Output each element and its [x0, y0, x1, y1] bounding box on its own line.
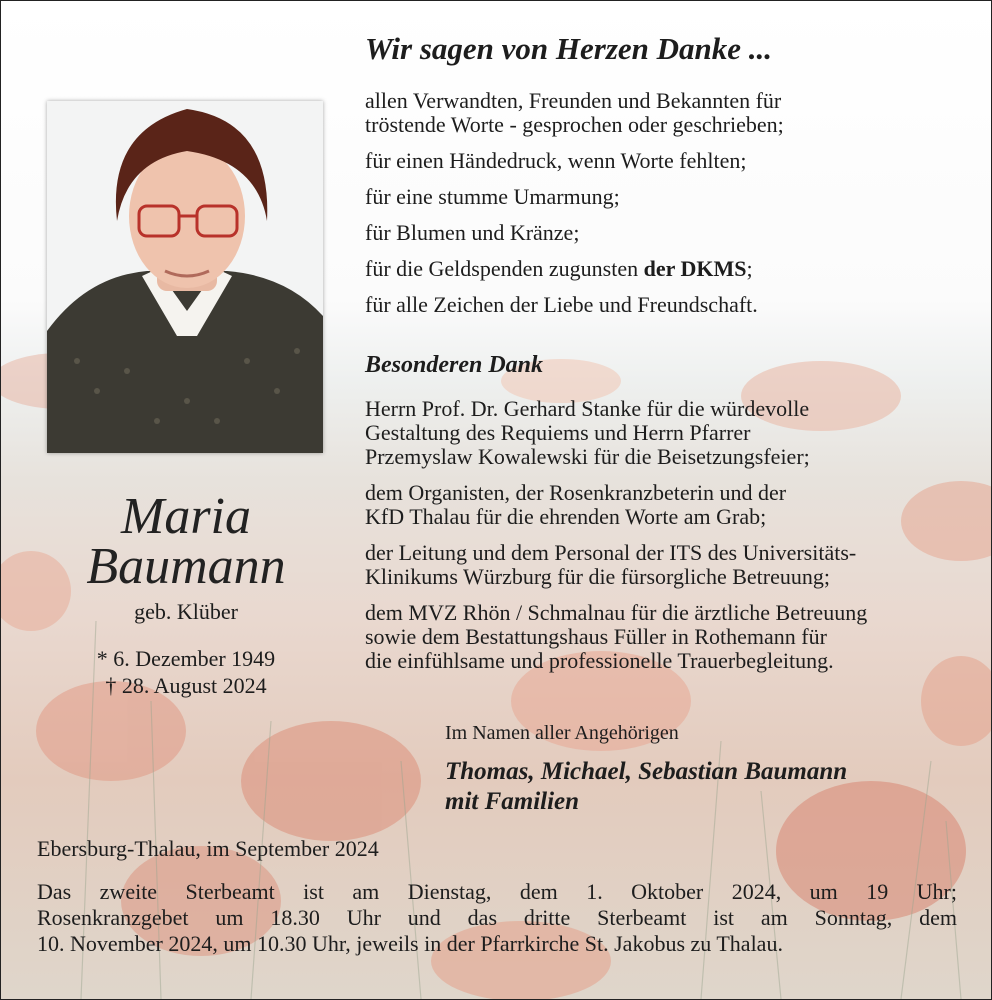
service-info-line: Rosenkranzgebet um 18.30 Uhr und das dritte Sterbeamt ist am Sonntag, dem: [37, 905, 957, 930]
text-line: die einfühlsame und professionelle Trauerbegleitung.: [365, 648, 834, 673]
service-info-line: Das zweite Sterbeamt ist am Dienstag, dem 1. Oktober 2024, um 19 Uhr;: [37, 879, 957, 904]
dkms-emphasis: der DKMS: [643, 256, 747, 281]
service-info-line: 10. November 2024, um 10.30 Uhr, jeweils in der Pfarrkirche St. Jakobus zu Thalau.: [37, 931, 783, 956]
signature-names: [445, 757, 847, 817]
service-info: [37, 879, 957, 957]
thanks-title: Wir sagen von Herzen Danke ...: [365, 31, 773, 66]
thanks-line-text: für die Geldspenden zugunsten: [365, 256, 639, 281]
place-and-date: Ebersburg-Thalau, im September 2024: [37, 836, 379, 861]
birth-name: geb. Klüber: [134, 599, 238, 624]
text-line: dem Organisten, der Rosenkranzbeterin und der: [365, 480, 787, 505]
thanks-line: für eine stumme Umarmung;: [365, 184, 620, 209]
special-thanks-list: [365, 397, 957, 685]
thanks-line: allen Verwandten, Freunden und Bekannten für: [365, 88, 782, 113]
special-thanks-title: Besonderen Dank: [365, 352, 544, 378]
signature-intro: Im Namen aller Angehörigen: [445, 722, 679, 744]
text-line: sowie dem Bestattungshaus Füller in Rothemann für: [365, 624, 827, 649]
portrait-illustration: [47, 101, 323, 453]
deceased-last-name: Baumann: [86, 538, 286, 595]
special-thanks-paragraph: [365, 541, 957, 589]
thanks-line: [365, 257, 965, 281]
special-thanks-paragraph: [365, 601, 957, 673]
text-line: Herrn Prof. Dr. Gerhard Stanke für die würdevolle: [365, 396, 810, 421]
special-thanks-paragraph: [365, 397, 957, 469]
signature-names-line: mit Familien: [445, 788, 580, 815]
signature-names-line: Thomas, Michael, Sebastian Baumann: [445, 758, 848, 785]
thanks-line: für einen Händedruck, wenn Worte fehlten;: [365, 148, 747, 173]
thanks-line: für alle Zeichen der Liebe und Freundschaft.: [365, 292, 758, 317]
text-line: der Leitung und dem Personal der ITS des Universitäts-: [365, 540, 857, 565]
thanks-line: für Blumen und Kränze;: [365, 220, 580, 245]
death-date: † 28. August 2024: [105, 673, 267, 698]
thanks-line: tröstende Worte - gesprochen oder geschrieben;: [365, 112, 784, 137]
portrait-photo: [47, 101, 323, 453]
thanks-line-punct: ;: [746, 256, 753, 281]
text-line: Gestaltung des Requiems und Herrn Pfarrer: [365, 420, 751, 445]
special-thanks-paragraph: [365, 481, 957, 529]
deceased-first-name: Maria: [121, 488, 251, 545]
text-line: Przemyslaw Kowalewski für die Beisetzungsfeier;: [365, 444, 810, 469]
thanks-list: [365, 89, 965, 317]
birth-date: * 6. Dezember 1949: [96, 646, 276, 671]
text-line: KfD Thalau für die ehrenden Worte am Grab;: [365, 504, 767, 529]
text-line: dem MVZ Rhön / Schmalnau für die ärztliche Betreuung: [365, 600, 868, 625]
text-line: Klinikums Würzburg für die fürsorgliche Betreuung;: [365, 564, 830, 589]
